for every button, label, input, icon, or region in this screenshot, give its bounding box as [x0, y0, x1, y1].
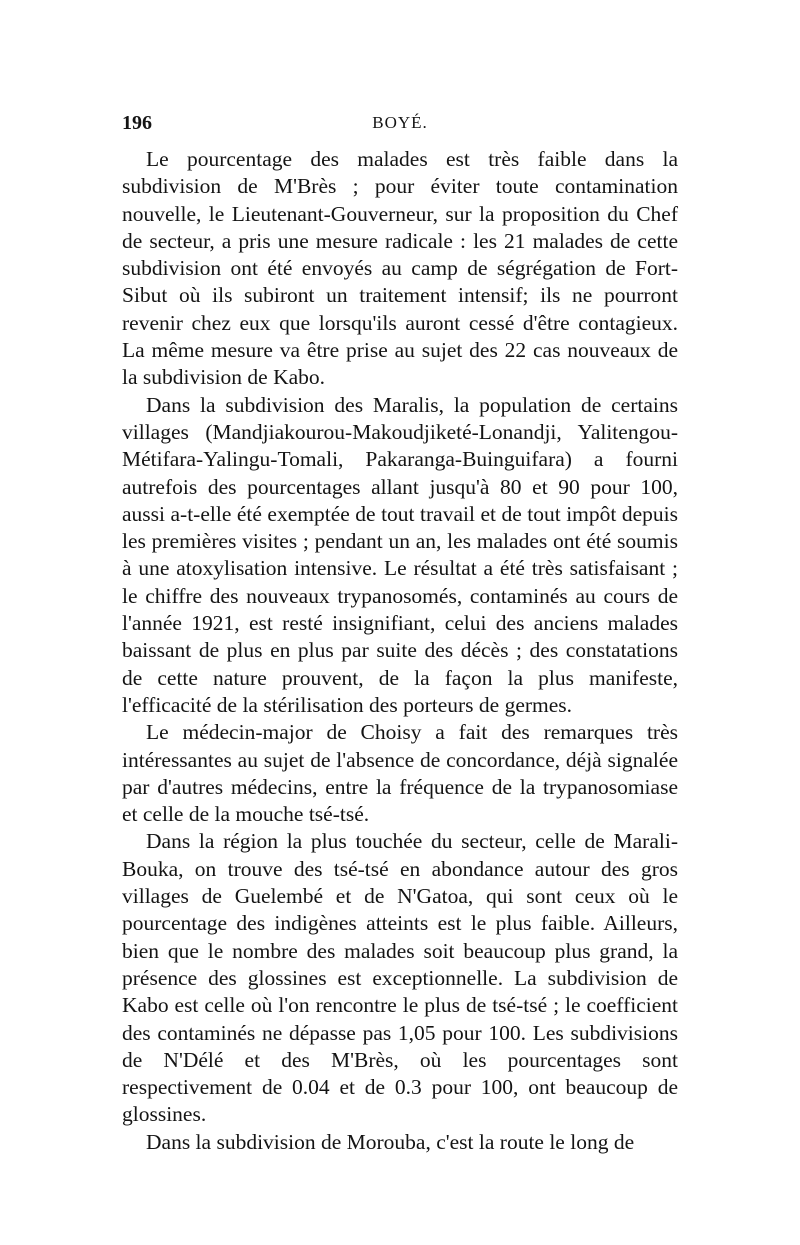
body-text [122, 146, 678, 1156]
paragraph-4: Dans la région la plus touchée du secteur, celle de Marali-Bouka, on trouve des tsé-tsé en abondance autour des gros villages de Guelembé et de N'Gatoa, qui sont ceux où le pourcentage des indigènes atteints est le plus faible. Ailleurs, bien que le nombre des malades soit beaucoup plus grand, la présence des glossines est exceptionnelle. La subdivision de Kabo est celle où l'on rencontre le plus de tsé-tsé ; le coefficient des contaminés ne dépasse pas 1,05 pour 100. Les subdivisions de N'Délé et des M'Brès, où les pourcentages sont respectivement de 0.04 et de 0.3 pour 100, ont beaucoup de glossines. [122, 829, 678, 1127]
paragraph-1: Le pourcentage des malades est très faible dans la subdivision de M'Brès ; pour éviter toute contamination nouvelle, le Lieutenant-Gouverneur, sur la proposition du Chef de secteur, a pris une mesure radicale : les 21 malades de cette subdivision ont été envoyés au camp de ségrégation de Fort-Sibut où ils subiront un traitement intensif; ils ne pourront revenir chez eux que lorsqu'ils auront cessé d'être contagieux. La même mesure va être prise au sujet des 22 cas nouveaux de la subdivision de Kabo. [122, 147, 678, 390]
paragraph-3: Le médecin-major de Choisy a fait des remarques très intéressantes au sujet de l'absence de concordance, déjà signalée par d'autres médecins, entre la fréquence de la trypanosomiase et celle de la mouche tsé-tsé. [122, 720, 678, 827]
running-title: BOYÉ. [372, 113, 428, 132]
running-head [122, 108, 678, 138]
paragraph-5: Dans la subdivision de Morouba, c'est la route le long de [146, 1129, 635, 1154]
page-number: 196 [122, 112, 152, 134]
paragraph-2: Dans la subdivision des Maralis, la population de certains villages (Mandjiakourou-Makoudjiketé-Lonandji, Yalitengou-Métifara-Yalingu-Tomali, Pakaranga-Buinguifara) a fourni autrefois des pourcentages allant jusqu'à 80 et 90 pour 100, aussi a-t-elle été exemptée de tout travail et de tout impôt depuis les premières visites ; pendant un an, les malades ont été soumis à une atoxylisation intensive. Le résultat a été très satisfaisant ; le chiffre des nouveaux trypanosomés, contaminés au cours de l'année 1921, est resté insignifiant, celui des anciens malades baissant de plus en plus par suite des décès ; des constatations de cette nature prouvent, de la façon la plus manifeste, l'efficacité de la stérilisation des porteurs de germes. [122, 392, 678, 717]
book-page [122, 108, 678, 1156]
